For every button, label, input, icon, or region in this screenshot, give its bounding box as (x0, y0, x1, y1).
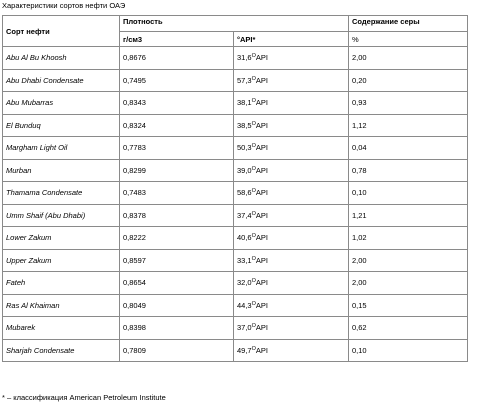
sulfur-cell: 1,12 (349, 114, 468, 137)
api-value: 33,1 (237, 255, 252, 265)
sulfur-cell: 0,20 (349, 69, 468, 92)
api-unit: API (255, 300, 268, 310)
api-value: 58,6 (237, 188, 252, 198)
table-row (3, 114, 468, 137)
grade-name-cell: Mubarek (3, 317, 120, 340)
density-cell: 0,8597 (120, 249, 234, 272)
grade-name-cell: Upper Zakum (3, 249, 120, 272)
density-cell: 0,7809 (120, 339, 234, 362)
density-cell: 0,8324 (120, 114, 234, 137)
table-caption: Характеристики сортов нефти ОАЭ (2, 1, 126, 10)
degree-mark: O (251, 143, 256, 150)
degree-mark: O (251, 210, 256, 217)
api-unit: API (255, 345, 268, 355)
grade-name-cell: Thamama Condensate (3, 182, 120, 205)
grade-name-cell: Lower Zakum (3, 227, 120, 250)
degree-mark: O (251, 345, 256, 352)
api-cell (234, 317, 349, 340)
density-cell: 0,8654 (120, 272, 234, 295)
table-row (3, 159, 468, 182)
api-value: 39,0 (237, 165, 252, 175)
sulfur-cell: 0,10 (349, 182, 468, 205)
sulfur-cell: 1,02 (349, 227, 468, 250)
density-cell: 0,8378 (120, 204, 234, 227)
density-cell: 0,7483 (120, 182, 234, 205)
table-row (3, 69, 468, 92)
degree-mark: O (251, 165, 256, 172)
sulfur-cell: 2,00 (349, 249, 468, 272)
degree-mark: O (251, 75, 256, 82)
degree-mark: O (251, 255, 256, 262)
sulfur-cell: 0,62 (349, 317, 468, 340)
header-row-main (3, 16, 468, 32)
api-cell (234, 114, 349, 137)
table-row (3, 92, 468, 115)
api-value: 49,7 (237, 345, 252, 355)
table-row (3, 227, 468, 250)
api-value: 44,3 (237, 300, 252, 310)
sulfur-cell: 1,21 (349, 204, 468, 227)
api-unit: API (255, 255, 268, 265)
api-cell (234, 47, 349, 70)
grade-name-cell: Abu Dhabi Condensate (3, 69, 120, 92)
degree-mark: O (251, 278, 256, 285)
degree-mark: O (251, 323, 256, 330)
api-unit: API (255, 323, 268, 333)
degree-mark: O (251, 98, 256, 105)
api-cell (234, 159, 349, 182)
density-cell: 0,8676 (120, 47, 234, 70)
api-cell (234, 294, 349, 317)
sulfur-cell: 2,00 (349, 47, 468, 70)
degree-mark: O (251, 233, 256, 240)
sulfur-cell: 0,04 (349, 137, 468, 160)
density-cell: 0,7783 (120, 137, 234, 160)
table-row (3, 339, 468, 362)
grade-name-cell: El Bunduq (3, 114, 120, 137)
sulfur-cell: 2,00 (349, 272, 468, 295)
header-sulfur: Содержание серы (349, 16, 468, 32)
oil-grades-table (2, 15, 468, 362)
api-unit: API (255, 143, 268, 153)
header-density: Плотность (120, 16, 349, 32)
table-row (3, 249, 468, 272)
density-cell: 0,7495 (120, 69, 234, 92)
api-unit: API (255, 188, 268, 198)
grade-name-cell: Murban (3, 159, 120, 182)
unit-api: °API* (234, 32, 349, 47)
api-value: 57,3 (237, 75, 252, 85)
unit-density: г/см3 (120, 32, 234, 47)
density-cell: 0,8299 (120, 159, 234, 182)
table-row (3, 204, 468, 227)
sulfur-cell: 0,93 (349, 92, 468, 115)
api-cell (234, 249, 349, 272)
footnote: * – классификация American Petroleum Institute (2, 393, 166, 402)
table-row (3, 47, 468, 70)
unit-sulfur: % (349, 32, 468, 47)
api-unit: API (255, 75, 268, 85)
api-cell (234, 69, 349, 92)
table-row (3, 182, 468, 205)
grade-name-cell: Ras Al Khaiman (3, 294, 120, 317)
api-value: 37,4 (237, 210, 252, 220)
api-unit: API (255, 98, 268, 108)
degree-mark: O (251, 300, 256, 307)
grade-name-cell: Abu Mubarras (3, 92, 120, 115)
api-cell (234, 204, 349, 227)
sulfur-cell: 0,10 (349, 339, 468, 362)
grade-name-cell: Fateh (3, 272, 120, 295)
api-value: 31,6 (237, 53, 252, 63)
api-unit: API (255, 53, 268, 63)
degree-mark: O (251, 120, 256, 127)
api-unit: API (255, 210, 268, 220)
degree-mark: O (251, 188, 256, 195)
api-cell (234, 182, 349, 205)
table-row (3, 317, 468, 340)
api-value: 50,3 (237, 143, 252, 153)
api-value: 38,1 (237, 98, 252, 108)
density-cell: 0,8343 (120, 92, 234, 115)
api-unit: API (255, 165, 268, 175)
table-row (3, 272, 468, 295)
api-unit: API (255, 120, 268, 130)
sulfur-cell: 0,15 (349, 294, 468, 317)
api-unit: API (255, 278, 268, 288)
api-unit: API (255, 233, 268, 243)
density-cell: 0,8398 (120, 317, 234, 340)
sulfur-cell: 0,78 (349, 159, 468, 182)
degree-mark: O (251, 53, 256, 60)
api-cell (234, 227, 349, 250)
table-row (3, 294, 468, 317)
grade-name-cell: Umm Shaif (Abu Dhabi) (3, 204, 120, 227)
api-cell (234, 137, 349, 160)
api-cell (234, 272, 349, 295)
grade-name-cell: Abu Al Bu Khoosh (3, 47, 120, 70)
api-value: 38,5 (237, 120, 252, 130)
density-cell: 0,8049 (120, 294, 234, 317)
grade-name-cell: Sharjah Condensate (3, 339, 120, 362)
api-value: 37,0 (237, 323, 252, 333)
api-cell (234, 92, 349, 115)
api-value: 32,0 (237, 278, 252, 288)
header-grade: Сорт нефти (3, 16, 120, 47)
density-cell: 0,8222 (120, 227, 234, 250)
api-value: 40,6 (237, 233, 252, 243)
grade-name-cell: Margham Light Oil (3, 137, 120, 160)
api-cell (234, 339, 349, 362)
table-row (3, 137, 468, 160)
